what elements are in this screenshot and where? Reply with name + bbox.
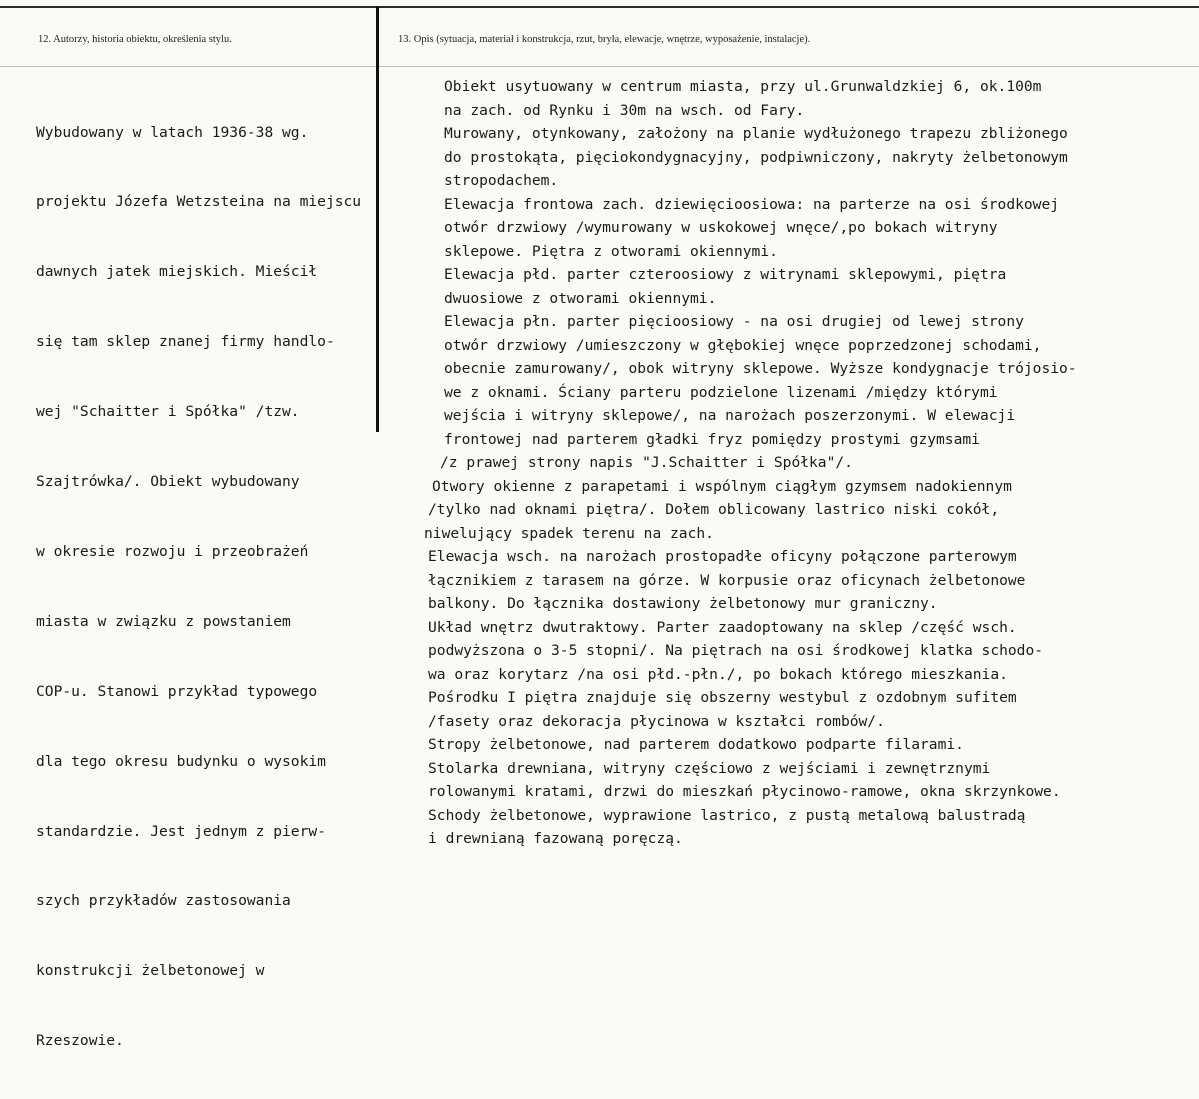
text-line: /tylko nad oknami piętra/. Dołem oblicowany lastrico niski cokół, (428, 501, 1000, 518)
text-line: stropodachem. (444, 172, 559, 189)
text-line: Szajtrówka/. Obiekt wybudowany (36, 473, 300, 491)
text-line: łącznikiem z tarasem na górze. W korpusie oraz oficynach żelbetonowe (428, 571, 1026, 589)
text-line: frontowej nad parterem gładki fryz pomiędzy prostymi gzymsami (444, 430, 980, 448)
header-separator (0, 66, 1199, 67)
text-line: Stropy żelbetonowe, nad parterem dodatkowo podparte filarami. (428, 736, 964, 753)
text-line: i drewnianą fazowaną poręczą. (428, 830, 683, 847)
text-line: Układ wnętrz dwutraktowy. Parter zaadoptowany na sklep /część wsch. (428, 618, 1017, 636)
text-line: /z prawej strony napis "J.Schaitter i Spółka"/. (440, 454, 853, 471)
text-line: Stolarka drewniana, witryny częściowo z wejściami i zewnętrznymi (428, 759, 991, 777)
text-line: Schody żelbetonowe, wyprawione lastrico, z pustą metalową balustradą (428, 806, 1026, 824)
text-line: Elewacja frontowa zach. dziewięcioosiowa: na parterze na osi środkowej (444, 195, 1060, 213)
text-line: balkony. Do łącznika dostawiony żelbetonowy mur graniczny. (428, 595, 938, 612)
text-line: do prostokąta, pięciokondygnacyjny, podpiwniczony, nakryty żelbetonowym (444, 148, 1068, 166)
text-line: Murowany, otynkowany, założony na planie wydłużonego trapezu zbliżonego (444, 125, 1068, 142)
text-line: Rzeszowie. (36, 1032, 124, 1050)
text-line: podwyższona o 3-5 stopni/. Na piętrach na osi środkowej klatka schodo- (428, 642, 1044, 659)
text-line: Elewacja płn. parter pięcioosiowy - na osi drugiej od lewej strony (444, 313, 1024, 330)
text-line: Elewacja wsch. na narożach prostopadłe oficyny połączone parterowym (428, 548, 1017, 565)
text-line: otwór drzwiowy /umieszczony w głębokiej wnęce poprzedzonej schodami, (444, 336, 1042, 354)
text-line: Obiekt usytuowany w centrum miasta, przy ul.Grunwaldzkiej 6, ok.100m (444, 78, 1042, 95)
text-line: rolowanymi kratami, drzwi do mieszkań płycinowo-ramowe, okna skrzynkowe. (428, 783, 1061, 800)
text-line: wa oraz korytarz /na osi płd.-płn./, po bokach którego mieszkania. (428, 665, 1008, 683)
text-line: konstrukcji żelbetonowej w (36, 962, 265, 980)
text-line: dla tego okresu budynku o wysokim (36, 752, 326, 770)
text-line: niwelujący spadek terenu na zach. (424, 524, 714, 542)
text-line: standardzie. Jest jednym z pierw- (36, 822, 326, 840)
text-line: dwuosiowe z otworami okiennymi. (444, 289, 717, 307)
section-12-body (36, 74, 376, 1099)
section-13-header: 13. Opis (sytuacja, materiał i konstrukcja, rzut, bryła, elewacje, wnętrze, wyposażenie, instalacje). (398, 34, 811, 45)
text-line: Elewacja płd. parter czteroosiowy z witrynami sklepowymi, piętra (444, 266, 1007, 283)
text-line: na zach. od Rynku i 30m na wsch. od Fary. (444, 101, 805, 119)
text-line: otwór drzwiowy /wymurowany w uskokowej wnęce/,po bokach witryny (444, 219, 998, 236)
text-line: COP-u. Stanowi przykład typowego (36, 682, 318, 700)
text-line: Pośrodku I piętra znajduje się obszerny westybul z ozdobnym sufitem (428, 689, 1017, 706)
text-line: Otwory okienne z parapetami i wspólnym ciągłym gzymsem nadokiennym (432, 477, 1012, 495)
text-line: szych przykładów zastosowania (36, 892, 291, 910)
text-line: projektu Józefa Wetzsteina na miejscu (36, 193, 362, 211)
text-line: wejścia i witryny sklepowe/, na narożach poszerzonymi. W elewacji (444, 407, 1016, 424)
text-line: /fasety oraz dekoracja płycinowa w kształci rombów/. (428, 712, 885, 730)
text-line: sklepowe. Piętra z otworami okiennymi. (444, 242, 778, 260)
section-13-body (420, 75, 1195, 851)
text-line: w okresie rozwoju i przeobrażeń (36, 542, 309, 560)
text-line: dawnych jatek miejskich. Mieścił (36, 263, 318, 281)
text-line: się tam sklep znanej firmy handlo- (36, 333, 335, 351)
text-line: Wybudowany w latach 1936-38 wg. (36, 123, 309, 141)
form-top-border (0, 6, 1199, 8)
section-12-header: 12. Autorzy, historia obiektu, określenia stylu. (38, 34, 232, 45)
text-line: wej "Schaitter i Spółka" /tzw. (36, 403, 300, 421)
column-divider (376, 6, 379, 432)
text-line: miasta w związku z powstaniem (36, 612, 291, 630)
text-line: we z oknami. Ściany parteru podzielone lizenami /między którymi (444, 383, 998, 401)
text-line: obecnie zamurowany/, obok witryny sklepowe. Wyższe kondygnacje trójosio- (444, 360, 1077, 377)
